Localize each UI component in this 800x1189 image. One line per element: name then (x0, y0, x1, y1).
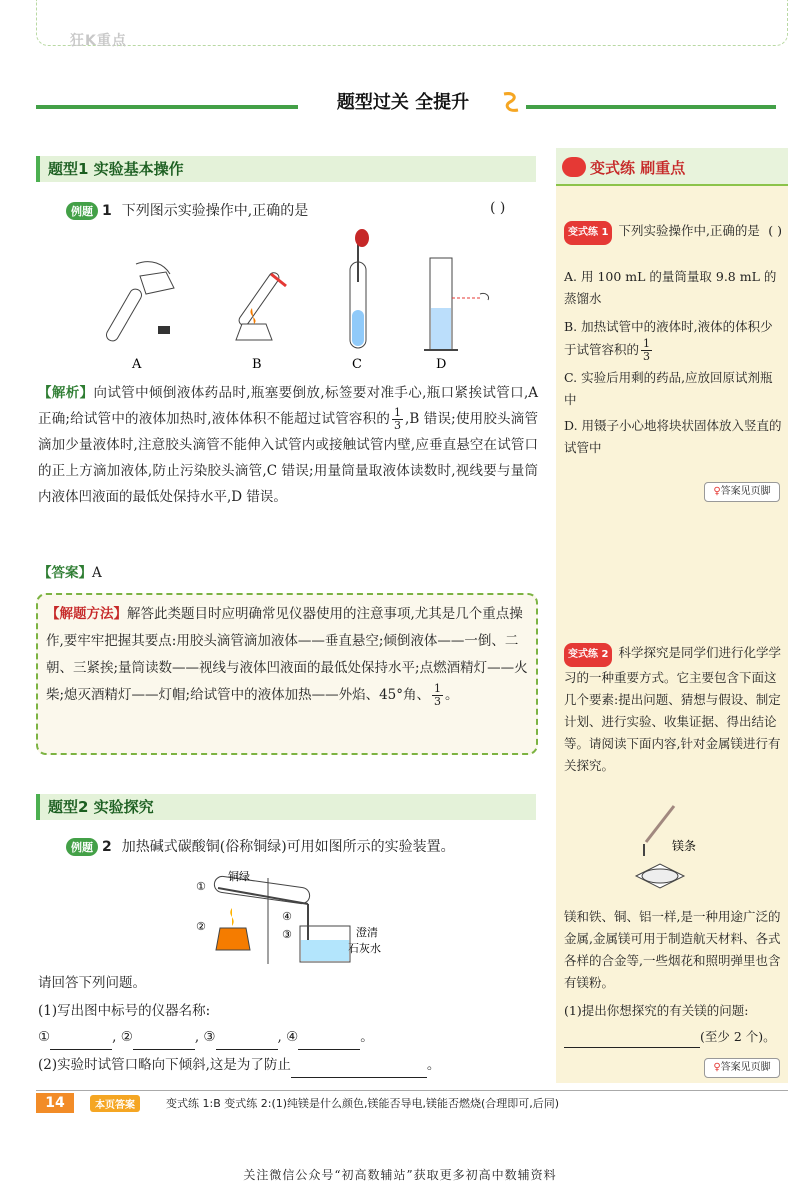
mark-1: ① (38, 1029, 51, 1045)
variant-1-paren: ( ) (768, 223, 782, 238)
answer-label: 【答案】 (38, 565, 92, 581)
fig-label-d: D (436, 357, 447, 372)
option-b (564, 316, 782, 363)
method-label: 【解题方法】 (46, 606, 127, 622)
method-frac-den: 3 (434, 695, 442, 708)
banner-line-left (36, 105, 298, 109)
magnesium-figure (616, 798, 756, 898)
q1: (1)写出图中标号的仪器名称: (38, 1003, 211, 1019)
section-head-2: 题型2 实验探究 (36, 794, 536, 820)
q2-text: (2)实验时试管口略向下倾斜,这是为了防止 (38, 1057, 291, 1073)
right-column (556, 148, 788, 1083)
pin-icon: ♀ (713, 486, 721, 497)
example-num-2: 2 (102, 839, 112, 855)
variant-2-q1: (1)提出你想探究的有关镁的问题: (564, 1003, 749, 1018)
page-answer-text: 变式练 1:B 变式练 2:(1)纯镁是什么颜色,镁能否导电,镁能否燃烧(合理即可,后同) (166, 1097, 560, 1110)
label-verdigris: 铜绿 (228, 870, 250, 883)
variant-1-options (564, 266, 782, 459)
example-text-2: 加热碱式碳酸铜(俗称铜绿)可用如图所示的实验装置。 (121, 839, 455, 855)
option-b-frac (641, 338, 652, 363)
blank-1[interactable] (50, 1034, 112, 1050)
method-frac-num: 1 (434, 682, 442, 695)
banner-title: 题型过关 全提升 (336, 92, 470, 113)
figure-d (424, 258, 489, 350)
analysis-label: 【解析】 (38, 385, 94, 401)
banner-line-right (526, 105, 776, 109)
page-number: 14 (36, 1093, 74, 1113)
blank-3[interactable] (216, 1034, 278, 1050)
footer-note: 关注微信公众号“初高数辅站”获取更多初高中数辅资料 (243, 1168, 557, 1182)
fig-label-c: C (352, 357, 362, 372)
lab-operations-figure (96, 228, 516, 378)
frac-den: 3 (394, 419, 402, 432)
right-head (556, 148, 788, 186)
analysis-text-3: 内或接触试管内壁,应垂直悬空在试管口的正上方滴加液体,防止污染胶头滴管,C 错误;用量筒量取液体读数时,视线要与量筒内液体凹液面的最低处保持水平,D 错误。 (38, 437, 538, 505)
bottom-answer-bar (36, 1090, 788, 1114)
example-num: 1 (102, 203, 112, 219)
figure-c (350, 229, 369, 348)
example-text: 下列图示实验操作中,正确的是 (121, 203, 309, 219)
answer-paren: ( ) (490, 200, 506, 216)
section-banner (36, 88, 776, 118)
section-head-1: 题型1 实验基本操作 (36, 156, 536, 182)
fraction (392, 407, 403, 432)
option-d: D. 用镊子小心地将块状固体放入竖直的试管中 (564, 418, 782, 455)
mark-4: ④ (286, 1029, 299, 1045)
page-answer-label: 本页答案 (90, 1095, 140, 1112)
frac-num: 1 (394, 406, 402, 419)
label-limewater: 石灰水 (348, 942, 381, 955)
analysis-text-2b: ,B 错误;使用胶头滴管滴加少量液体时,注意胶头滴管不能伸入试管 (38, 411, 538, 453)
label-4: ④ (282, 910, 292, 923)
right-head-title: 变式练 刷重点 (590, 159, 686, 177)
q-intro: 请回答下列问题。 (38, 975, 146, 991)
example-2-title (66, 836, 455, 856)
analysis-text-2a: 的 (376, 411, 391, 427)
answer-line (38, 560, 538, 586)
label-1: ① (196, 880, 206, 893)
option-b-text: B. 加热试管中的液体时,液体的体积少于试管容积的 (564, 319, 773, 357)
fig-label-a: A (132, 357, 142, 372)
figure-row-1 (96, 228, 516, 378)
variant-2-text2: 镁和铁、铜、铝一样,是一种用途广泛的金属,金属镁可用于制造航天材料、各式各样的合金等,一些烟花和照明弹里也含有镁粉。 (564, 909, 781, 990)
mark-2: ② (120, 1029, 133, 1045)
label-3: ③ (282, 928, 292, 941)
blank-v2[interactable] (564, 1032, 700, 1048)
top-band (0, 0, 800, 58)
figure-b (236, 271, 286, 340)
fig-label-b: B (252, 357, 262, 372)
pin-icon-2: ♀ (713, 1062, 721, 1073)
variant-1-text: 下列实验操作中,正确的是 (618, 223, 760, 238)
label-clear: 澄清 (356, 926, 378, 939)
method-end: 。 (445, 687, 459, 703)
label-2: ② (196, 920, 206, 933)
variant-2 (564, 642, 782, 777)
answer-tag-1 (704, 482, 780, 502)
brand-text: 狂K重点 (70, 33, 127, 49)
practice-badge-icon (562, 157, 586, 177)
method-box (36, 593, 538, 755)
example-badge-2: 例题 (66, 838, 98, 856)
option-b-frac-den: 3 (643, 350, 651, 363)
analysis-block (38, 380, 538, 510)
label-mg-strip: 镁条 (672, 839, 697, 853)
option-c: C. 实验后用剩的药品,应放回原试剂瓶中 (564, 370, 773, 407)
variant-2-q1-blank (564, 1026, 782, 1048)
blank-2[interactable] (133, 1034, 195, 1050)
q2 (38, 1052, 538, 1078)
variant-2-q1-end: (至少 2 个)。 (700, 1029, 776, 1044)
answer-tag-2 (704, 1058, 780, 1078)
q2-end: 。 (426, 1057, 441, 1073)
variant-1 (564, 220, 782, 245)
figure-a (104, 262, 174, 344)
top-decor-box (36, 0, 788, 46)
answer-value: A (92, 565, 102, 581)
mark-3: ③ (203, 1029, 216, 1045)
blank-4[interactable] (298, 1034, 360, 1050)
example-1-title (66, 200, 308, 220)
option-b-frac-num: 1 (643, 337, 651, 350)
answer-tag-2-text: 答案见页脚 (720, 1062, 771, 1073)
swirl-icon (498, 90, 524, 116)
option-a: A. 用 100 mL 的量筒量取 9.8 mL 的蒸馏水 (564, 269, 777, 306)
brand-logo (70, 30, 127, 50)
analysis-text-1: 向试管中倾倒液体药品时,瓶塞要倒放,标签要对准手心,瓶口紧挨试管口,A 正确;给试管中的液体加热时,液体体积不能超过试管容积 (38, 385, 539, 427)
apparatus-figure (188, 868, 388, 966)
blank-q2[interactable] (291, 1062, 427, 1078)
variant-2-text: 科学探究是同学们进行化学学习的一种重要方式。它主要包含下面这几个要素:提出问题、猜想与假设、制定计划、进行实验、收集证据、得出结论等。请阅读下面内容,针对金属镁进行有关探究。 (564, 645, 781, 773)
variant-1-badge: 变式练 1 (564, 221, 612, 245)
variant-2-badge: 变式练 2 (564, 643, 612, 667)
answer-tag-1-text: 答案见页脚 (720, 486, 771, 497)
q1-blanks: ① , ② , ③ , ④ 。 (38, 1024, 538, 1050)
example-badge: 例题 (66, 202, 98, 220)
method-fraction (432, 683, 443, 708)
method-text: 解答此类题目时应明确常见仪器使用的注意事项,尤其是几个重点操作,要牢牢把握其要点:用胶头滴管滴加液体——垂直悬空;倾倒液体——一倒、二朝、三紧挨;量筒读数——视线与液体凹液面的最低处保持水平;点燃酒精灯——火柴;熄灭酒精灯——灯帽;给试管中的液体加热——外焰、45°角、 (46, 606, 528, 703)
